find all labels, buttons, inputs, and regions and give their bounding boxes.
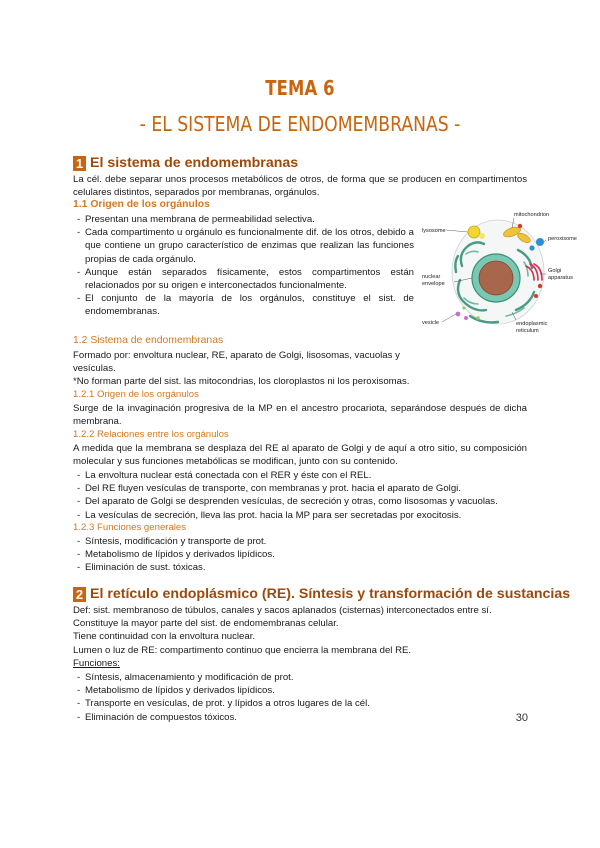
section-2-definition: Def: sist. membranoso de túbulos, canales y sacos aplanados (cisternas) interconectados entre sí. Constituye la mayor parte del sist. de endomembranas celular.: [73, 605, 492, 630]
figure-label-apparatus: apparatus: [548, 275, 573, 281]
section-2-title: El retículo endoplásmico (RE). Síntesis y transformación de sustancias: [90, 586, 571, 602]
subsection-1-2-1-text: Surge de la invaginación progresiva de la MP en el ancestro procariota, separándose después de dicha membrana.: [73, 403, 527, 428]
subsection-1-2-note: *No forman parte del sist. las mitocondrias, los cloroplastos ni los peroxisomas.: [73, 376, 410, 387]
peroxisome-shape: [536, 238, 544, 246]
list-item: - Aunque están separados físicamente, estos compartimentos están relacionados por su origen e interconectados funcionalmente.: [73, 266, 414, 292]
subsection-1-2-2-list: [73, 469, 527, 522]
section-2-functions-list: [73, 671, 527, 724]
subsection-1-1-heading: 1.1 Origen de los orgánulos: [73, 199, 210, 210]
section-1-number: 1: [73, 156, 86, 171]
figure-label-reticulum: reticulum: [516, 328, 539, 334]
nucleolus: [479, 261, 513, 295]
subsection-1-2-3-heading: 1.2.3 Funciones generales: [73, 522, 187, 533]
list-item: - La envoltura nuclear está conectada con el RER y éste con el REL.: [73, 469, 527, 482]
subsection-1-2-2-heading: 1.2.2 Relaciones entre los orgánulos: [73, 429, 229, 440]
section-2-continuity: Tiene continuidad con la envoltura nuclear.: [73, 631, 256, 642]
subsection-1-2-2-text: A medida que la membrana se desplaza del RE al aparato de Golgi y de aquí a otro sitio, su composición molecular y sus funciones metabólicas se modifican, junto con su contenido.: [73, 443, 527, 468]
figure-label-endoplasmic: endoplasmic: [516, 321, 548, 327]
figure-label-nuclear: nuclear: [422, 274, 441, 280]
figure-label-peroxisome: peroxisome: [548, 236, 577, 242]
subsection-1-2-1-heading: 1.2.1 Origen de los orgánulos: [73, 389, 199, 400]
section-1-intro: La cél. debe separar unos procesos metabólicos de otros, de forma que se producen en compartimentos celulares distintos, separados por membranas, orgánulos.: [73, 174, 527, 199]
figure-label-lysosome: lysosome: [422, 228, 446, 234]
subsection-1-2-heading: 1.2 Sistema de endomembranas: [73, 335, 224, 346]
list-item: - La vesículas de secreción, lleva las prot. hacia la MP para ser secretadas por exocitosis.: [73, 509, 527, 522]
figure-label-vesicle: vesicle: [422, 320, 440, 326]
list-item: - Síntesis, modificación y transporte de prot.: [73, 535, 527, 548]
cell-illustration: [452, 220, 544, 324]
section-1-heading: [73, 155, 298, 171]
list-item: - Metabolismo de lípidos y derivados lipídicos.: [73, 684, 527, 697]
list-item: - Presentan una membrana de permeabilidad selectiva.: [73, 213, 414, 226]
section-2-functions-label: Funciones:: [73, 658, 120, 669]
lysosome-shape: [468, 226, 480, 238]
cell-diagram: [420, 206, 578, 334]
subsection-1-2-3-list: [73, 535, 527, 575]
figure-label-envelope: envelope: [422, 281, 445, 287]
list-item: - Síntesis, almacenamiento y modificación de prot.: [73, 671, 527, 684]
list-item: - Del aparato de Golgi se desprenden vesículas, de secreción y otras, como lisosomas y vacuolas.: [73, 495, 527, 508]
figure-label-golgi: Golgi: [548, 268, 562, 274]
subsection-1-2-formado: Formado por: envoltura nuclear, RE, aparato de Golgi, lisosomas, vacuolas y vesículas.: [73, 350, 400, 375]
section-2-number: 2: [73, 587, 86, 602]
list-item: - Cada compartimento u orgánulo es funcionalmente dif. de los otros, debido a que contiene un grupo característico de enzimas que realizan las funciones propias de cada orgánulo.: [73, 226, 414, 266]
figure-label-mitochondrion: mitochondrion: [514, 212, 550, 218]
list-item: - Del RE fluyen vesículas de transporte, con membranas y prot. hacia el aparato de Golgi.: [73, 482, 527, 495]
section-2-heading: [73, 586, 570, 602]
list-item: - Eliminación de sust. tóxicas.: [73, 561, 527, 574]
page-title: TEMA 6: [265, 76, 335, 100]
list-item: - Eliminación de compuestos tóxicos.: [73, 711, 527, 724]
section-2-lumen: Lumen o luz de RE: compartimento continuo que encierra la membrana del RE.: [73, 645, 412, 656]
page-subtitle: - EL SISTEMA DE ENDOMEMBRANAS -: [139, 112, 461, 136]
section-1-title: El sistema de endomembranas: [90, 155, 299, 171]
list-item: - Transporte en vesículas, de prot. y lípidos a otros lugares de la cél.: [73, 697, 527, 710]
subsection-1-1-list: [73, 213, 414, 319]
page-number: 30: [515, 712, 528, 724]
list-item: - El conjunto de la mayoría de los orgánulos, constituye el sist. de endomembranas.: [73, 292, 414, 318]
list-item: - Metabolismo de lípidos y derivados lipídicos.: [73, 548, 527, 561]
